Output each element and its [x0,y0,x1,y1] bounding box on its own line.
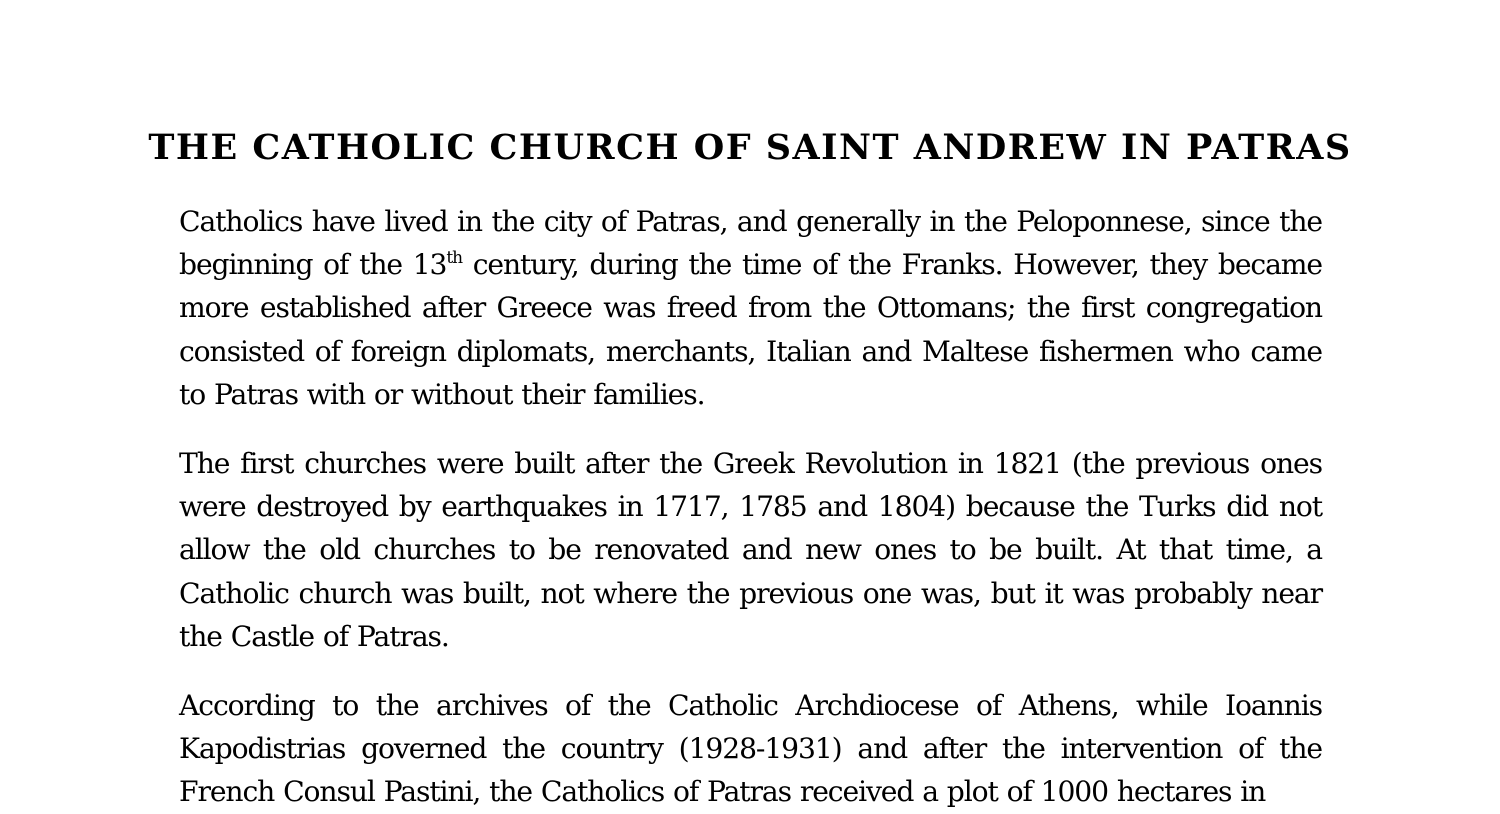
document-title: THE CATHOLIC CHURCH OF SAINT ANDREW IN PATRAS [148,127,1352,168]
paragraph-2: The first churches were built after the Greek Revolution in 1821 (the previous ones were destroyed by earthquakes in 1717, 1785 and 1804) because the Turks did not allow the old churches to be renovated and new ones to be built. At that time, a Catholic church was built, not where the previous one was, but it was probably near the Castle of Patras. [179,447,1322,653]
paragraph-1 [179,200,1322,416]
paragraph-1-text-start: Catholics have lived in the city of Patras, and generally in the Peloponnese, since the beginning of the 13 [179,205,1322,282]
ordinal-superscript: th [446,248,462,269]
paragraph-1-text-end: century, during the time of the Franks. However, they became more established after Greece was freed from the Ottomans; the first congregation consisted of foreign diplomats, merchants, Italian and Maltese fishermen who came to Patras with or without their families. [179,248,1322,411]
paragraph-3: According to the archives of the Catholic Archdiocese of Athens, while Ioannis Kapodistrias governed the country (1928-1931) and after the intervention of the French Consul Pastini, the Catholics of Patras received a plot of 1000 hectares in [179,689,1322,809]
